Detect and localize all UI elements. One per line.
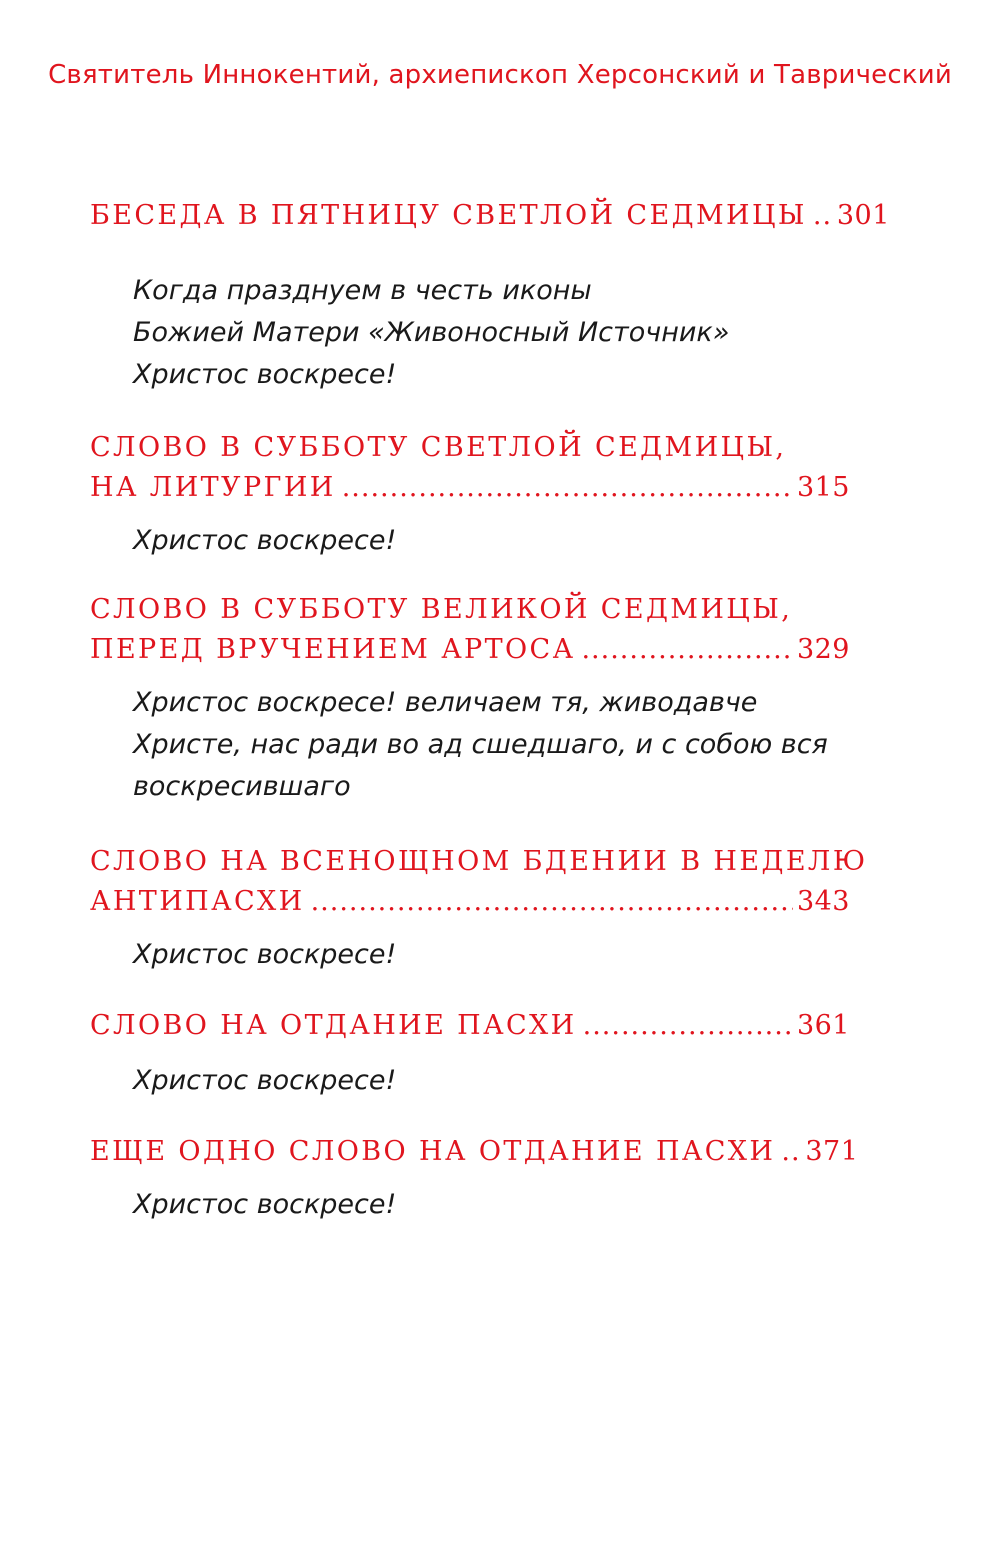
running-head: Святитель Иннокентий, архиепископ Херсонский и Таврический (48, 60, 952, 90)
dot-leader (781, 1132, 801, 1172)
text-line: Христе, нас ради во ад сшедшаго, и с собою вся (133, 729, 828, 760)
text-line: Христос воскресе! (133, 939, 397, 970)
text-line: Христос воскресе! (133, 525, 397, 556)
toc-heading-line: СЛОВО НА ВСЕНОЩНОМ БДЕНИИ В НЕДЕЛЮ (90, 846, 868, 877)
text-line: Христос воскресе! (133, 359, 397, 390)
toc-heading-text: АНТИПАСХИ (90, 886, 305, 917)
toc-entry-text (133, 1060, 893, 1102)
text-line: Когда празднуем в честь иконы (133, 275, 592, 306)
toc-entry-text (133, 934, 893, 976)
dot-leader (583, 1006, 793, 1046)
toc-entry-text (133, 1184, 893, 1226)
toc-entry-heading[interactable] (90, 196, 890, 236)
toc-page-number: 301 (836, 200, 890, 231)
text-line: воскресившаго (133, 771, 351, 802)
toc-entry-heading[interactable] (90, 842, 868, 922)
toc-entry-heading[interactable] (90, 1132, 859, 1172)
toc-heading-line (90, 1006, 850, 1046)
dot-leader (813, 196, 833, 236)
toc-entry-heading[interactable] (90, 1006, 850, 1046)
toc-heading-line (90, 468, 850, 508)
toc-page-number: 371 (805, 1136, 859, 1167)
toc-entry-text (133, 520, 893, 562)
toc-heading-text: ПЕРЕД ВРУЧЕНИЕМ АРТОСА (90, 634, 576, 665)
dot-leader (581, 630, 792, 670)
text-line: Божией Матери «Живоносный Источник» (133, 317, 730, 348)
toc-heading-text: БЕСЕДА В ПЯТНИЦУ СВЕТЛОЙ СЕДМИЦЫ (90, 200, 807, 231)
toc-entry-text (133, 270, 893, 396)
toc-page-number: 329 (796, 634, 850, 665)
toc-page-number: 315 (796, 472, 850, 503)
toc-heading-line: СЛОВО В СУББОТУ СВЕТЛОЙ СЕДМИЦЫ, (90, 432, 787, 463)
toc-page-number: 343 (796, 886, 850, 917)
toc-page-number: 361 (796, 1010, 850, 1041)
text-line: Христос воскресе! (133, 1189, 397, 1220)
dot-leader (342, 468, 793, 508)
toc-heading-text: ЕЩЕ ОДНО СЛОВО НА ОТДАНИЕ ПАСХИ (90, 1136, 776, 1167)
toc-entry-text (133, 682, 893, 808)
toc-heading-line: СЛОВО В СУББОТУ ВЕЛИКОЙ СЕДМИЦЫ, (90, 594, 793, 625)
toc-heading-line (90, 196, 890, 236)
text-line: Христос воскресе! величаем тя, живодавче (133, 687, 758, 718)
toc-heading-line (90, 1132, 859, 1172)
toc-heading-line (90, 882, 850, 922)
toc-heading-text: НА ЛИТУРГИИ (90, 472, 336, 503)
dot-leader (311, 882, 793, 922)
toc-entry-heading[interactable] (90, 590, 850, 670)
toc-heading-line (90, 630, 850, 670)
text-line: Христос воскресе! (133, 1065, 397, 1096)
toc-heading-text: СЛОВО НА ОТДАНИЕ ПАСХИ (90, 1010, 577, 1041)
toc-entry-heading[interactable] (90, 428, 850, 508)
